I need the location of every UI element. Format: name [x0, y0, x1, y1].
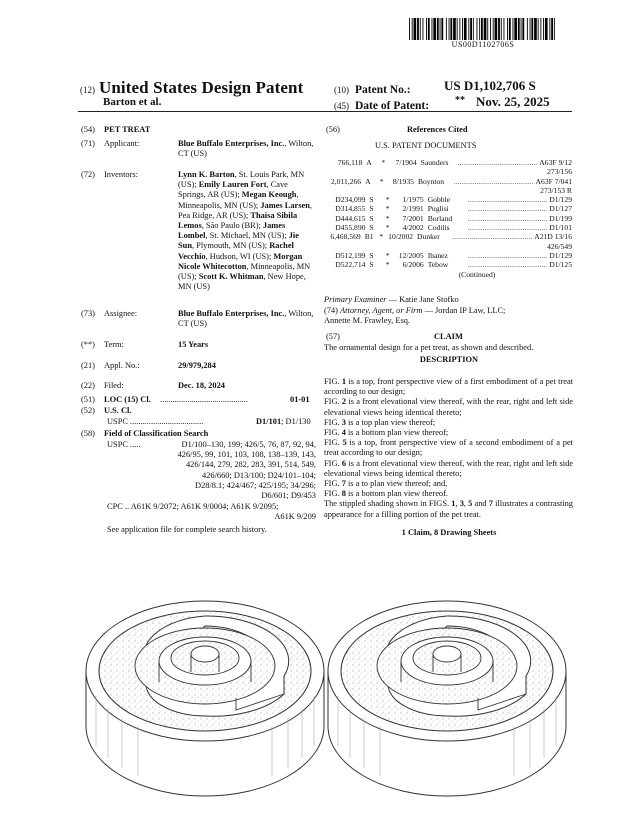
code-52: (52)	[81, 406, 95, 415]
pet-treat-drawing	[78, 566, 576, 812]
references-continued: (Continued)	[458, 269, 496, 279]
code-72: (72)	[81, 170, 95, 179]
description-paragraph: FIG. 5 is a top, front perspective view of a second embodiment of a pet treat according to our design;	[324, 438, 573, 458]
appl-no-value: 29/979,284	[178, 361, 216, 370]
description-paragraph: FIG. 8 is a bottom plan view thereof.	[324, 489, 448, 499]
description-paragraph: FIG. 3 is a top plan view thereof;	[324, 417, 436, 427]
inventor-line: Nicole Whitecotton, Minneapolis, MN	[178, 261, 311, 271]
applicant-value	[178, 139, 316, 159]
loc-label: LOC (15) Cl.	[104, 395, 151, 404]
code-71: (71)	[81, 139, 95, 148]
field-search-cpc: CPC .. A61K 9/2072; A61K 9/0004; A61K 9/2095; A61K 9/209	[107, 502, 316, 522]
term-value: 15 Years	[178, 340, 209, 349]
description-paragraph: The stippled shading shown in FIGS. 1, 3, 5 and 7 illustrates a contrasting appearance for a filling portion of the pet treat.	[324, 499, 573, 519]
reference-row: D314,855 S * 2/1991 Puglisi .......................................... D1/127	[335, 204, 572, 214]
references-heading: References Cited	[407, 125, 468, 134]
loc-value: 01-01	[290, 395, 310, 404]
code-12: (12)	[80, 85, 95, 95]
inventor-line: Springs, AR (US); Megan Keough,	[178, 190, 299, 200]
inventor-line: Sun, Plymouth, MN (US); Rachel	[178, 241, 294, 251]
reference-row: D512,199 S * 12/2005 Ibanez .......................................... D1/129	[335, 250, 572, 260]
field-search-label: Field of Classification Search	[104, 429, 209, 438]
assignee-line2: CT (US)	[178, 319, 207, 329]
search-history-note: See application file for complete search history.	[107, 525, 267, 534]
us-patent-docs-heading: U.S. PATENT DOCUMENTS	[375, 141, 477, 150]
barcode	[409, 18, 557, 40]
code-10: (10)	[334, 85, 349, 95]
applicant-label: Applicant:	[104, 139, 140, 148]
code-73: (73)	[81, 309, 95, 318]
us-cl-value: D1/101; D1/130	[256, 417, 311, 426]
date-label: Date of Patent:	[355, 100, 430, 112]
description-paragraph: FIG. 2 is a front elevational view thereof, with the rear, right and left side elevational views being identical thereto;	[324, 397, 573, 417]
applicant-location: , Wilton,	[284, 139, 314, 148]
loc-dots: ..........................................	[160, 395, 248, 404]
appl-no-label: Appl. No.:	[104, 361, 140, 370]
reference-row-continued: 426/549	[547, 241, 572, 251]
code-45: (45)	[334, 101, 349, 111]
reference-row: 766,118 A * 7/1904 Saunders .......................................... A63F 9/12	[337, 158, 572, 167]
applicant-line2: CT (US)	[178, 149, 207, 159]
inventor-line: (US); Emily Lauren Fort, Cave	[178, 180, 288, 190]
description-body	[324, 377, 573, 520]
assignee-label: Assignee:	[104, 309, 138, 318]
reference-row: D234,099 S * 1/1975 Gobble .......................................... D1/129	[335, 195, 572, 205]
date-mark: **	[455, 95, 465, 106]
assignee-name: Blue Buffalo Enterprises, Inc.	[178, 309, 285, 318]
reference-row: D455,890 S * 4/2002 Codilis .......................................... D1/101	[335, 223, 572, 233]
inventor-line: Lombel, St. Michael, MN (US); Jie	[178, 231, 299, 241]
primary-examiner: Primary Examiner — Katie Jane Stofko	[324, 295, 459, 304]
code-54: (54)	[81, 125, 95, 134]
patent-number-label: Patent No.:	[355, 84, 411, 96]
code-term: (**)	[81, 340, 95, 349]
inventor-line: MN (US)	[178, 282, 210, 292]
us-cl-label: U.S. Cl.	[104, 406, 132, 415]
field-search-uspc-values: D1/100–130, 199; 426/5, 76, 87, 92, 94, 426/95, 99, 101, 103, 108, 138–139, 143, 426/144, 279, 282, 283, 391, 514, 549, 426/660; D13/100; D24/101–104; D28/8.1; 424/467; 425/195; 34/296; D6/601; D9/453	[177, 440, 316, 501]
inventor-line: Vecchio, Hudson, WI (US); Morgan	[178, 251, 303, 261]
description-heading: DESCRIPTION	[419, 355, 479, 364]
attorney: (74) Attorney, Agent, or Firm — Jordan IP Law, LLC; Annette M. Frawley, Esq.	[324, 306, 506, 326]
inventors-label: Inventors:	[104, 170, 138, 179]
reference-row-continued: 273/153 R	[540, 185, 572, 195]
us-cl-dots: ...................................	[130, 417, 204, 426]
inventor-line: Lemos, São Paulo (BR); James	[178, 221, 286, 231]
inventor-line: Minneapolis, MN (US); James Larsen,	[178, 200, 312, 210]
description-paragraph: FIG. 6 is a front elevational view thereof, with the rear, right and left side elevational views being identical thereto;	[324, 458, 573, 478]
reference-row: D522,714 S * 6/2006 Tebow .......................................... D1/125	[335, 260, 572, 270]
document-title: United States Design Patent	[99, 78, 304, 97]
code-22: (22)	[81, 381, 95, 390]
inventor-line: Lynn K. Barton, St. Louis Park, MN	[178, 170, 305, 179]
reference-row: 2,011,266 A * 8/1935 Boynton .......................................... A63F 7/041	[330, 176, 572, 186]
code-57: (57)	[326, 332, 340, 341]
uspc-label: USPC	[107, 417, 128, 426]
patent-date: Nov. 25, 2025	[476, 94, 550, 109]
code-56: (56)	[326, 125, 340, 134]
assignee-location: , Wilton,	[284, 309, 314, 318]
filed-value: Dec. 18, 2024	[178, 381, 225, 390]
code-58: (58)	[81, 429, 95, 438]
reference-row: 6,468,569 B1 * 10/2002 Dunker .......................................... A21D 13/16	[330, 232, 572, 242]
header-title-row	[80, 78, 303, 98]
code-51: (51)	[81, 395, 95, 404]
claim-text: The ornamental design for a pet treat, as shown and described.	[324, 343, 534, 352]
inventor-line: (US); Scott K. Whitman, New Hope,	[178, 272, 306, 282]
field-search-uspc: USPC .....	[107, 440, 141, 449]
inventor-short: Barton et al.	[103, 96, 162, 108]
inventor-line: Pea Ridge, AR (US); Thaisa Sibila	[178, 210, 298, 220]
title-field: PET TREAT	[104, 125, 151, 134]
reference-row: D444,615 S * 7/2001 Borland .......................................... D1/199	[335, 213, 572, 223]
header-rule	[78, 111, 572, 112]
claims-sheets: 1 Claim, 8 Drawing Sheets	[401, 528, 497, 537]
references-list	[322, 158, 572, 279]
barcode-number: US00D1102706S	[451, 40, 515, 49]
inventors-list	[178, 170, 316, 292]
applicant-name: Blue Buffalo Enterprises, Inc.	[178, 139, 285, 148]
patent-number: US D1,102,706 S	[444, 78, 536, 93]
description-paragraph: FIG. 4 is a bottom plan view thereof;	[324, 428, 449, 438]
assignee-value	[178, 309, 316, 329]
description-paragraph: FIG. 7 is a to plan view thereof; and,	[324, 479, 448, 489]
term-label: Term:	[104, 340, 124, 349]
reference-row-continued: 273/156	[547, 167, 572, 177]
description-paragraph: FIG. 1 is a top, front perspective view of a first embodiment of a pet treat according to our design;	[324, 377, 573, 397]
code-21: (21)	[81, 361, 95, 370]
filed-label: Filed:	[104, 381, 124, 390]
claim-heading: CLAIM	[434, 332, 463, 341]
